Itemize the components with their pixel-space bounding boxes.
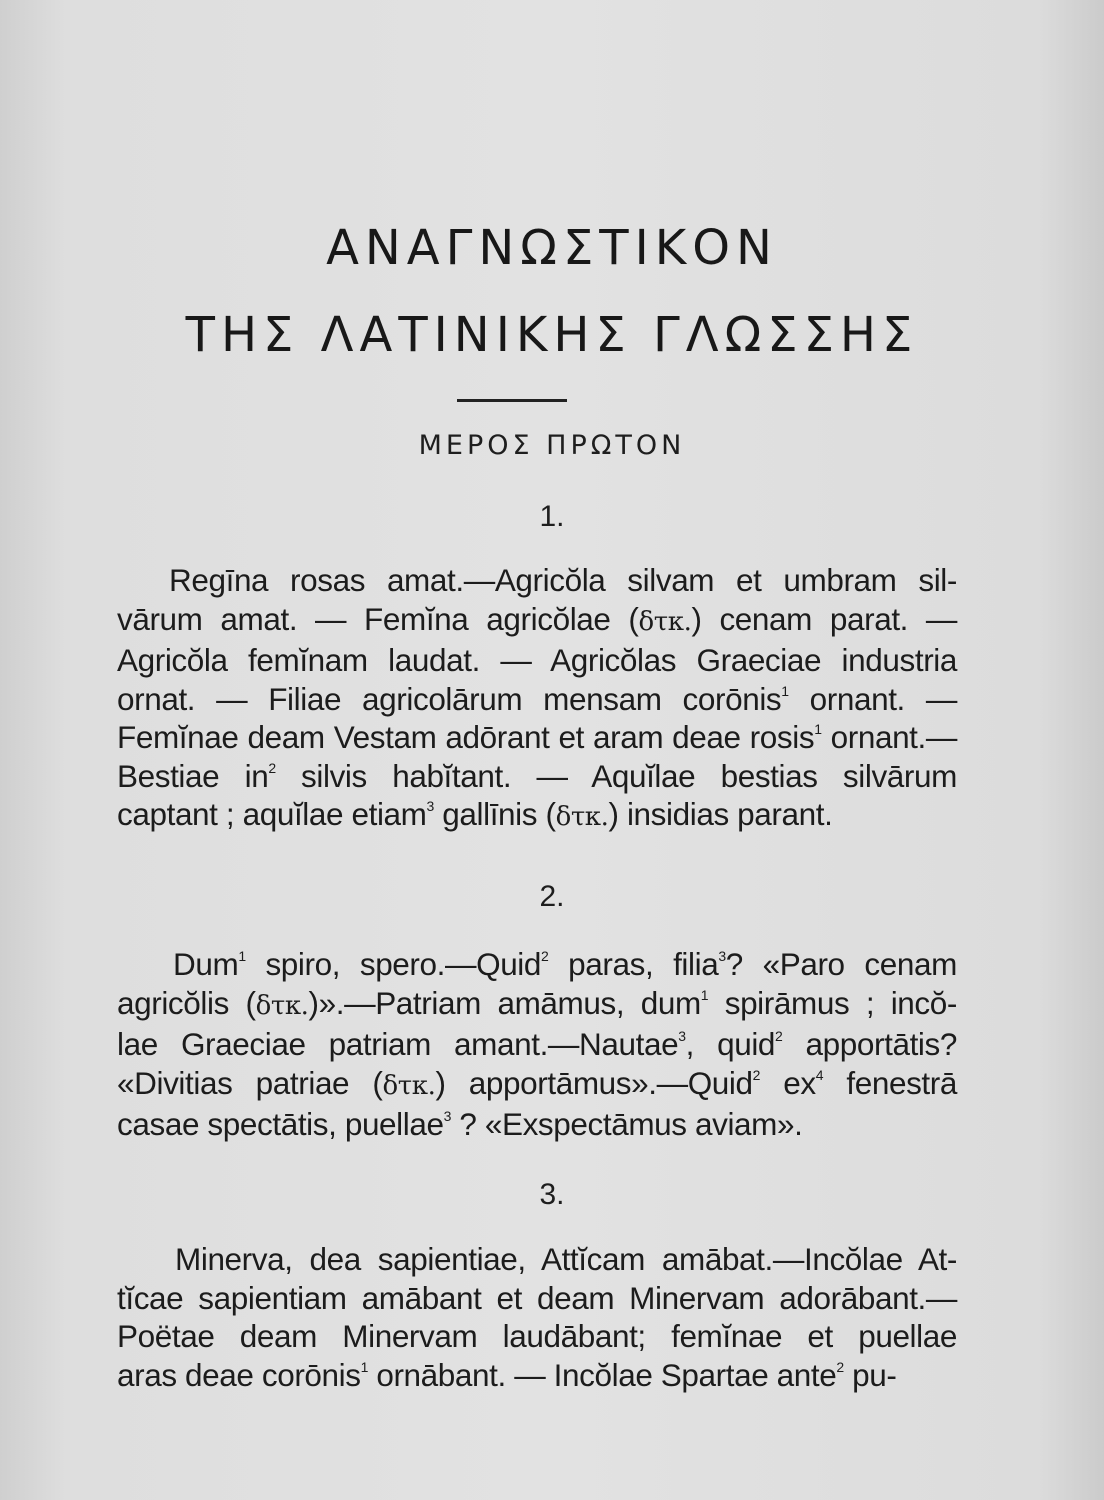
footnote-marker: 1 (360, 1358, 368, 1375)
text-line: Femĭnae deam Vestam adōrant et aram deae rosis$^1$ ornant.— (117, 719, 957, 755)
text-line: tĭcae sapientiam amābant et deam Minervam adorābant.— (117, 1279, 957, 1316)
text-line: Poëtae deam Minervam laudābant; femĭnae et puellae (117, 1318, 957, 1354)
footnote-marker: 3 (426, 798, 434, 814)
footnote-marker: 2 (775, 1028, 783, 1044)
footnote-marker: 3 (718, 948, 726, 964)
section-text (117, 561, 957, 837)
greek-abbrev: δτκ. (555, 802, 609, 832)
footnote-marker: 1 (814, 721, 822, 737)
page-title-line-1: ΑΝΑΓΝΩΣΤΙΚΟΝ (326, 220, 778, 276)
text-line: Regīna rosas amat.—Agricŏla silvam et umbram sil- (169, 562, 957, 598)
text-line: casae spectātis, puellae$^3$ ? «Exspectāmus aviam». (117, 1106, 803, 1142)
text-line: «Divitias patriae (δτκ.) apportāmus».—Quid$^2$ $ex^4$ fenestrā (117, 1064, 957, 1101)
text-line: captant ; aquĭlae etiam$^3$ gallīnis (δτκ.) insidias parant. (117, 796, 833, 832)
text-line: agricŏlis (δτκ.)».—Patriam amāmus, dum$^1$ spirāmus ; incŏ- (117, 984, 957, 1021)
section-number: 1. (539, 500, 565, 533)
section-text (117, 945, 957, 1144)
footnote-marker: 2 (268, 759, 276, 776)
part-heading: ΜΕΡΟΣ ΠΡΩΤΟΝ (418, 430, 686, 461)
footnote-marker: 4 (815, 1066, 824, 1083)
greek-abbrev: δτκ. (255, 990, 309, 1021)
text-line: lae Graeciae patriam amant.—Nautae$^3$, quid$^2$ apportātis? (117, 1026, 957, 1062)
section-number: 3. (539, 1178, 565, 1211)
footnote-marker: 2 (752, 1066, 761, 1083)
section-number: 2. (539, 880, 565, 913)
title-divider (457, 399, 567, 402)
greek-abbrev: δτκ. (382, 1070, 436, 1101)
text-line: Dum$^1$ spiro, spero.—Quid$^2$ paras, filia$^3$? «Paro cenam (173, 946, 957, 982)
footnote-marker: 1 (700, 986, 709, 1003)
footnote-marker: 3 (443, 1108, 452, 1124)
footnote-marker: 3 (678, 1028, 686, 1044)
greek-abbrev: δτκ. (638, 606, 692, 637)
section-text (117, 1240, 957, 1394)
page-title-line-2: ΤΗΣ ΛΑΤΙΝΙΚΗΣ ΓΛΩΣΣΗΣ (185, 307, 919, 363)
text-line: vārum amat. — Femĭna agricŏlae (δτκ.) cenam parat. — (117, 600, 957, 637)
text-line: aras deae corōnis$^1$ ornābant. — Incŏlae Spartae ante$^2$ pu- (117, 1356, 897, 1393)
text-line: Minerva, dea sapientiae, Attĭcam amābat.—Incŏlae At- (175, 1241, 957, 1277)
footnote-marker: 2 (836, 1358, 844, 1375)
footnote-marker: 2 (541, 948, 549, 964)
text-line: ornat. — Filiae agricolārum mensam corōnis$^1$ ornant. — (117, 680, 957, 717)
footnote-marker: 1 (238, 948, 246, 964)
text-line: Bestiae $in^2$ silvis habĭtant. — Aquĭlae bestias silvārum (117, 757, 957, 794)
footnote-marker: 1 (781, 682, 789, 699)
text-line: Agricŏla femĭnam laudat. — Agricŏlas Graeciae industria (117, 642, 957, 678)
